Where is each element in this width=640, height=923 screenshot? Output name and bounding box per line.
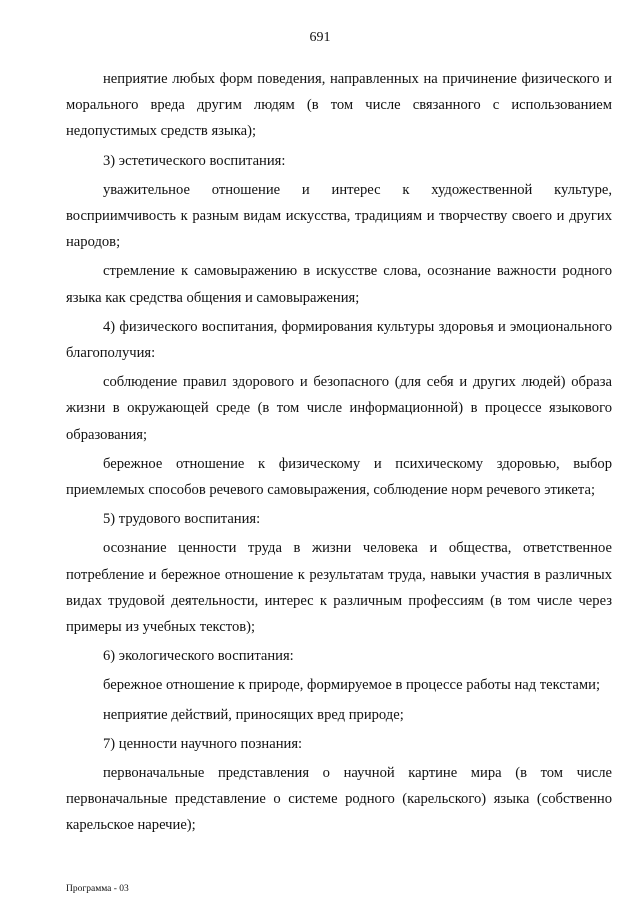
paragraph-4: стремление к самовыражению в искусстве слова, осознание важности родного языка как средства общения и самовыражения; [66, 263, 612, 306]
paragraph-9: осознание ценности труда в жизни человека и общества, ответственное потребление и бережное отношение к результатам труда, навыки участия в различных видах трудовой деятельности, интерес к различным профессиям (в том числе через примеры из учебных текстов); [66, 540, 612, 636]
section-heading-science: 7) ценности научного познания: [103, 735, 303, 752]
footer-label: Программа - 03 [66, 884, 129, 894]
paragraph-3: уважительное отношение и интерес к художественной культуре, восприимчивость к разным видам искусства, традициям и творчеству своего и других народов; [66, 181, 612, 251]
paragraph-7: бережное отношение к физическому и психическому здоровью, выбор приемлемых способов речевого самовыражения, соблюдение норм речевого этикета; [66, 455, 612, 499]
paragraph-1: неприятие любых форм поведения, направленных на причинение физического и морального вреда другим людям (в том числе связанного с использованием недопустимых средств языка); [66, 71, 612, 140]
paragraph-12: неприятие действий, приносящих вред природе; [103, 706, 404, 723]
section-heading-aesthetic: 3) эстетического воспитания: [103, 152, 286, 169]
section-heading-labor: 5) трудового воспитания: [103, 511, 261, 528]
document-body [66, 66, 612, 839]
paragraph-6: соблюдение правил здорового и безопасного (для себя и других людей) образа жизни в окружающей среде (в том числе информационной) в процессе языкового образования; [66, 374, 612, 443]
paragraph-14: первоначальные представления о научной картине мира (в том числе первоначальные представление о системе родного (карельского) языка (собственно карельское наречие); [66, 765, 612, 834]
section-heading-physical: 4) физического воспитания, формирования культуры здоровья и эмоционального благополучия: [66, 318, 612, 362]
section-heading-ecological: 6) экологического воспитания: [103, 648, 294, 665]
page-number: 691 [309, 30, 331, 45]
paragraph-11: бережное отношение к природе, формируемое в процессе работы над текстами; [103, 677, 600, 694]
